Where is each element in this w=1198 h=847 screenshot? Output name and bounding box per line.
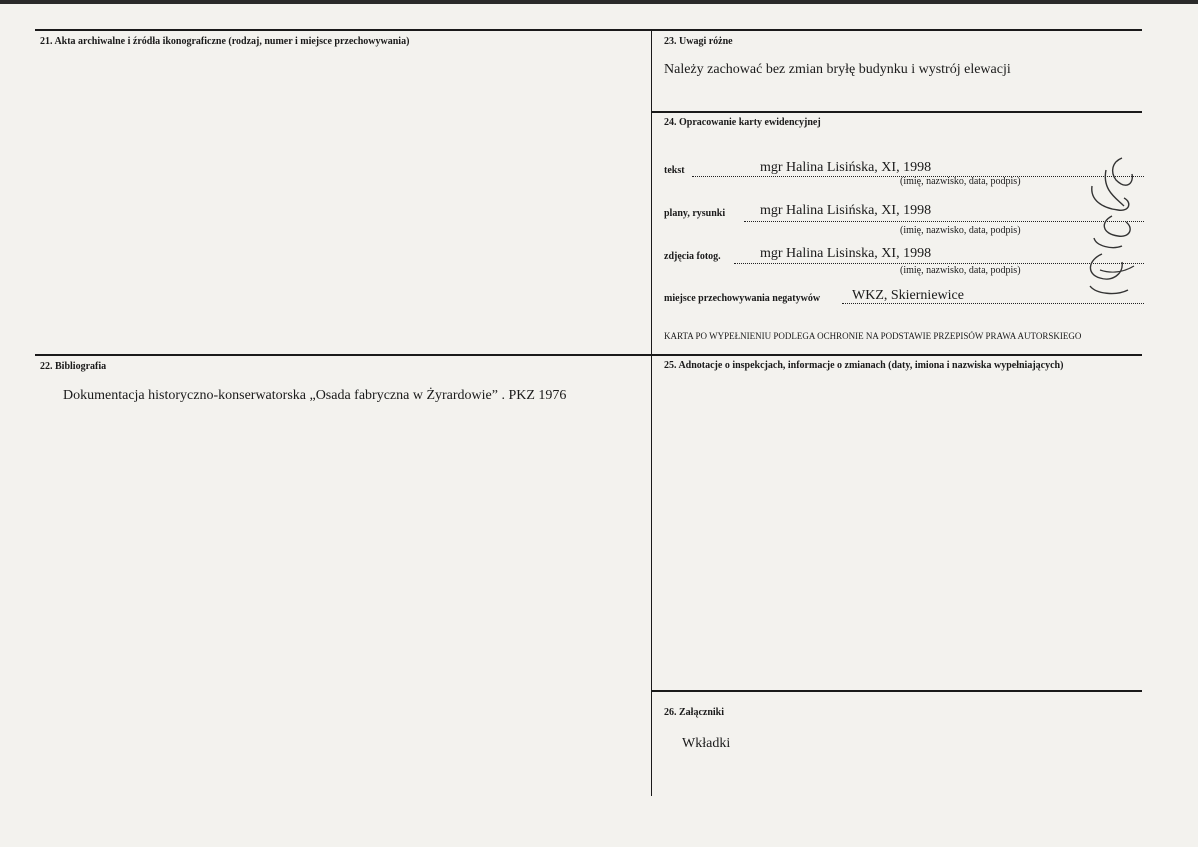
section-21-header: 21. Akta archiwalne i źródła ikonograficzne (rodzaj, numer i miejsce przechowywania) — [40, 36, 410, 47]
top-rule — [35, 29, 1142, 31]
section-25-header: 25. Adnotacje o inspekcjach, informacje o zmianach (daty, imiona i nazwiska wypełniających) — [664, 360, 1064, 371]
copyright-notice: KARTA PO WYPEŁNIENIU PODLEGA OCHRONIE NA PODSTAWIE PRZEPISÓW PRAWA AUTORSKIEGO — [664, 331, 1082, 341]
left-middle-rule — [35, 354, 652, 356]
section-26-header: 26. Załączniki — [664, 707, 725, 718]
row-hint-text: (imię, nazwisko, data, podpis) — [900, 176, 1021, 187]
rule-23-24 — [651, 111, 1142, 113]
attachments-text: Wkładki — [682, 736, 731, 751]
section-23-header: 23. Uwagi różne — [664, 36, 733, 47]
storage-value: WKZ, Skierniewice — [852, 288, 964, 303]
row-hint-plans: (imię, nazwisko, data, podpis) — [900, 225, 1021, 236]
row-value-photos: mgr Halina Lisinska, XI, 1998 — [760, 246, 932, 261]
section-22-header: 22. Bibliografia — [40, 361, 107, 372]
column-divider — [651, 29, 652, 796]
scan-top-edge — [0, 0, 1198, 4]
bibliography-entry: Dokumentacja historyczno-konserwatorska „Osada fabryczna w Żyrardowie” . PKZ 1976 — [63, 388, 567, 403]
row-value-text: mgr Halina Lisińska, XI, 1998 — [760, 160, 932, 175]
row-label-text: tekst — [664, 165, 685, 176]
row-label-plans: plany, rysunki — [664, 208, 726, 219]
row-value-plans: mgr Halina Lisińska, XI, 1998 — [760, 203, 932, 218]
section-24-header: 24. Opracowanie karty ewidencyjnej — [664, 117, 821, 128]
storage-label: miejsce przechowywania negatywów — [664, 293, 821, 304]
remarks-text: Należy zachować bez zmian bryłę budynku i wystrój elewacji — [664, 62, 1011, 77]
handwritten-signature — [1072, 150, 1142, 310]
row-hint-photos: (imię, nazwisko, data, podpis) — [900, 265, 1021, 276]
rule-25-26 — [651, 690, 1142, 692]
rule-24-25 — [651, 354, 1142, 356]
row-label-photos: zdjęcia fotog. — [664, 251, 721, 262]
